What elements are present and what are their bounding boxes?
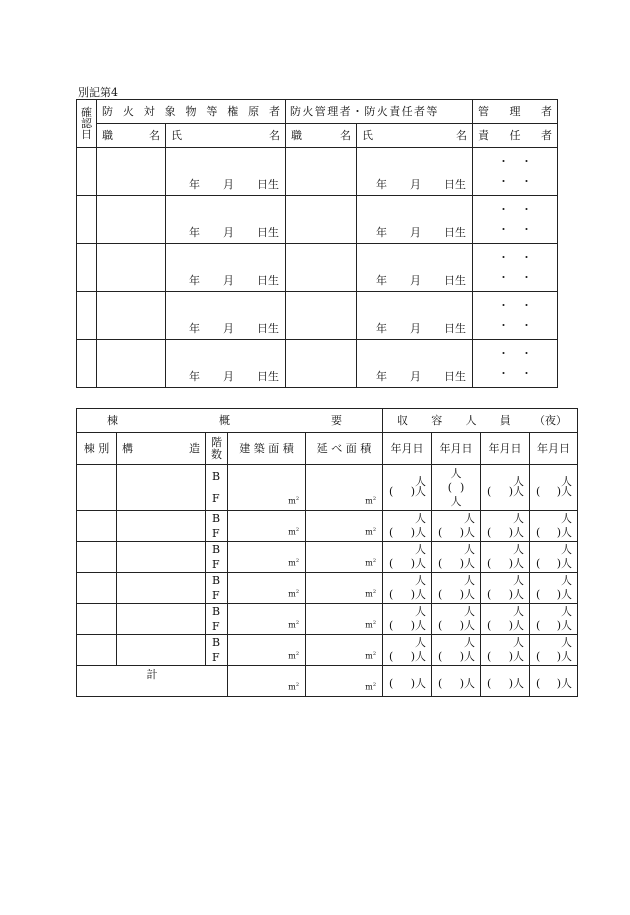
owner-name-cell[interactable]: 年 月 日生: [166, 340, 286, 388]
total-floor-area-cell[interactable]: $m^2$: [306, 511, 383, 542]
building-area-cell[interactable]: $m^2$: [228, 573, 306, 604]
owner-name-header: 氏 名: [166, 124, 286, 148]
building-area-cell[interactable]: $m^2$: [228, 511, 306, 542]
owner-header: 防 火 対 象 物 等 権 原 者: [97, 100, 286, 124]
building-area-col-header: 建 築 面 積: [228, 433, 306, 465]
occupancy-cell[interactable]: 人 ( )人: [481, 573, 530, 604]
total-occupancy-cell[interactable]: ( )人: [481, 666, 530, 697]
structure-cell[interactable]: [117, 604, 206, 635]
total-building-area-cell[interactable]: $m^2$: [228, 666, 306, 697]
structure-cell[interactable]: [117, 635, 206, 666]
total-occupancy-cell[interactable]: ( )人: [530, 666, 578, 697]
responsible-cell[interactable]: ・ ・ ・ ・: [473, 340, 558, 388]
floors-cell[interactable]: B F: [206, 511, 228, 542]
table-row: [77, 196, 558, 244]
owner-title-cell[interactable]: [97, 244, 166, 292]
building-overview-table: [76, 408, 578, 697]
responsible-cell[interactable]: ・ ・ ・ ・: [473, 196, 558, 244]
table-row: [77, 635, 578, 666]
occupancy-header: 収 容 人 員 （夜）: [383, 409, 578, 433]
manager-title-cell[interactable]: [286, 340, 357, 388]
confirm-date-header: 確 認 日: [77, 100, 97, 148]
responsible-cell[interactable]: ・ ・ ・ ・: [473, 292, 558, 340]
total-floor-area-cell[interactable]: $m^2$: [306, 465, 383, 511]
occupancy-cell[interactable]: 人 ( )人: [530, 604, 578, 635]
manager-name-cell[interactable]: 年 月 日生: [357, 340, 473, 388]
manager-name-cell[interactable]: 年 月 日生: [357, 292, 473, 340]
table-row: [77, 292, 558, 340]
building-cell[interactable]: [77, 542, 117, 573]
floors-cell[interactable]: B F: [206, 635, 228, 666]
building-cell[interactable]: [77, 573, 117, 604]
occupancy-cell[interactable]: 人 ( ) 人: [432, 465, 481, 511]
floors-cell[interactable]: B F: [206, 542, 228, 573]
occupancy-cell[interactable]: 人 ( )人: [481, 635, 530, 666]
table-row: [77, 148, 558, 196]
table-row: [77, 465, 578, 511]
floors-cell[interactable]: B F: [206, 604, 228, 635]
confirm-date-cell[interactable]: [77, 340, 97, 388]
total-floor-area-col-header: 延 べ 面 積: [306, 433, 383, 465]
occupancy-cell[interactable]: 人 ( )人: [481, 465, 530, 511]
owner-name-cell[interactable]: 年 月 日生: [166, 292, 286, 340]
occupancy-cell[interactable]: 人 ( )人: [530, 465, 578, 511]
manager-name-cell[interactable]: 年 月 日生: [357, 244, 473, 292]
structure-cell[interactable]: [117, 511, 206, 542]
total-floor-area-cell[interactable]: $m^2$: [306, 542, 383, 573]
occupancy-cell[interactable]: 人 ( )人: [383, 635, 432, 666]
building-area-cell[interactable]: $m^2$: [228, 542, 306, 573]
occupancy-cell[interactable]: 人 ( )人: [383, 511, 432, 542]
responsible-header: 責 任 者: [473, 124, 558, 148]
occupancy-cell[interactable]: 人 ( )人: [481, 542, 530, 573]
manager-name-cell[interactable]: 年 月 日生: [357, 196, 473, 244]
date-col-header: 年月日: [481, 433, 530, 465]
manager-title-cell[interactable]: [286, 292, 357, 340]
occupancy-cell[interactable]: 人 ( )人: [530, 511, 578, 542]
total-floor-area-total-cell[interactable]: $m^2$: [306, 666, 383, 697]
owner-name-cell[interactable]: 年 月 日生: [166, 196, 286, 244]
owner-name-cell[interactable]: 年 月 日生: [166, 148, 286, 196]
manager-title-cell[interactable]: [286, 148, 357, 196]
occupancy-cell[interactable]: 人 ( )人: [432, 635, 481, 666]
structure-cell[interactable]: [117, 465, 206, 511]
document-label: 別記第4: [78, 86, 118, 99]
admin-header: 管 理 者: [473, 100, 558, 124]
building-cell[interactable]: [77, 635, 117, 666]
owner-title-cell[interactable]: [97, 292, 166, 340]
table-row: [77, 340, 558, 388]
manager-name-header: 氏 名: [357, 124, 473, 148]
occupancy-cell[interactable]: 人 ( )人: [432, 604, 481, 635]
occupancy-cell[interactable]: 人 ( )人: [383, 604, 432, 635]
responsible-cell[interactable]: ・ ・ ・ ・: [473, 148, 558, 196]
floors-col-header: 階 数: [206, 433, 228, 465]
occupancy-cell[interactable]: 人 ( )人: [432, 542, 481, 573]
occupancy-cell[interactable]: 人 ( )人: [530, 542, 578, 573]
occupancy-cell[interactable]: 人 ( )人: [432, 573, 481, 604]
building-cell[interactable]: [77, 604, 117, 635]
table-row: [77, 573, 578, 604]
responsible-cell[interactable]: ・ ・ ・ ・: [473, 244, 558, 292]
structure-col-header: 構 造: [117, 433, 206, 465]
owner-name-cell[interactable]: 年 月 日生: [166, 244, 286, 292]
date-col-header: 年月日: [383, 433, 432, 465]
date-col-header: 年月日: [432, 433, 481, 465]
total-floor-area-cell[interactable]: $m^2$: [306, 635, 383, 666]
total-occupancy-cell[interactable]: ( )人: [383, 666, 432, 697]
confirm-date-cell[interactable]: [77, 292, 97, 340]
overview-header: 棟 概 要: [77, 409, 383, 433]
occupancy-cell[interactable]: 人 ( )人: [481, 604, 530, 635]
owner-title-cell[interactable]: [97, 196, 166, 244]
total-floor-area-cell[interactable]: $m^2$: [306, 604, 383, 635]
occupancy-cell[interactable]: 人 ( )人: [383, 542, 432, 573]
table-row: [77, 244, 558, 292]
total-label-cell: 計: [77, 666, 228, 697]
total-occupancy-cell[interactable]: ( )人: [432, 666, 481, 697]
occupancy-cell[interactable]: 人 ( )人: [530, 635, 578, 666]
manager-title-cell[interactable]: [286, 244, 357, 292]
date-col-header: 年月日: [530, 433, 578, 465]
owner-title-cell[interactable]: [97, 148, 166, 196]
table-row: [77, 542, 578, 573]
owner-title-header: 職 名: [97, 124, 166, 148]
floors-cell[interactable]: B F: [206, 465, 228, 511]
structure-cell[interactable]: [117, 573, 206, 604]
structure-cell[interactable]: [117, 542, 206, 573]
confirm-date-cell[interactable]: [77, 196, 97, 244]
fire-manager-header: 防火管理者・防火責任者等: [286, 100, 473, 124]
building-cell[interactable]: [77, 465, 117, 511]
building-area-cell[interactable]: $m^2$: [228, 465, 306, 511]
building-cell[interactable]: [77, 511, 117, 542]
table-row: [77, 604, 578, 635]
fire-prevention-owner-table: [76, 99, 558, 388]
occupancy-cell[interactable]: 人 ( )人: [432, 511, 481, 542]
manager-name-cell[interactable]: 年 月 日生: [357, 148, 473, 196]
total-floor-area-cell[interactable]: $m^2$: [306, 573, 383, 604]
manager-title-cell[interactable]: [286, 196, 357, 244]
total-row: [77, 666, 578, 697]
table-row: [77, 511, 578, 542]
occupancy-cell[interactable]: 人 ( )人: [383, 465, 432, 511]
building-area-cell[interactable]: $m^2$: [228, 604, 306, 635]
occupancy-cell[interactable]: 人 ( )人: [481, 511, 530, 542]
occupancy-cell[interactable]: 人 ( )人: [530, 573, 578, 604]
occupancy-cell[interactable]: 人 ( )人: [383, 573, 432, 604]
manager-title-header: 職 名: [286, 124, 357, 148]
building-col-header: 棟 別: [77, 433, 117, 465]
building-area-cell[interactable]: $m^2$: [228, 635, 306, 666]
confirm-date-cell[interactable]: [77, 244, 97, 292]
floors-cell[interactable]: B F: [206, 573, 228, 604]
owner-title-cell[interactable]: [97, 340, 166, 388]
confirm-date-cell[interactable]: [77, 148, 97, 196]
